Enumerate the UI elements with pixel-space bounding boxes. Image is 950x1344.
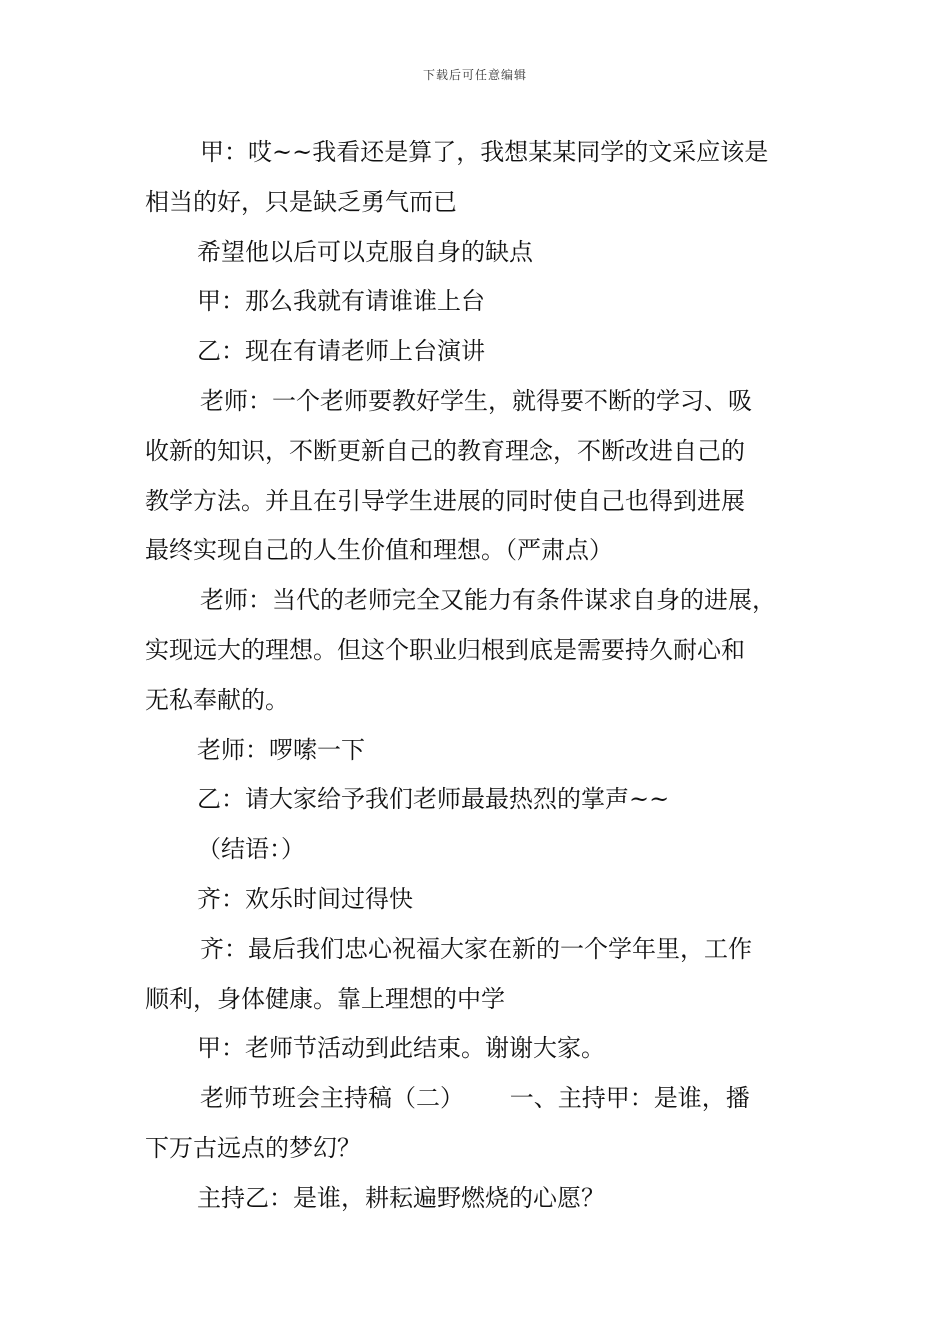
text-line: 老师节班会主持稿（二） 一、主持甲：是谁，播 xyxy=(200,1084,750,1113)
text-line: 老师：一个老师要教好学生，就得要不断的学习、吸 xyxy=(200,386,752,415)
text-line: 乙：现在有请老师上台演讲 xyxy=(197,337,485,366)
text-line: 实现远大的理想。但这个职业归根到底是需要持久耐心和 xyxy=(145,635,745,664)
text-line: 主持乙：是谁，耕耘遍野燃烧的心愿？ xyxy=(197,1183,605,1212)
text-line: 老师：当代的老师完全又能力有条件谋求自身的进展， xyxy=(200,586,776,615)
text-line: 甲：老师节活动到此结束。谢谢大家。 xyxy=(197,1034,605,1063)
text-line: （结语：） xyxy=(197,835,305,864)
text-line: 最终实现自己的人生价值和理想。（严肃点） xyxy=(145,536,613,565)
text-line: 顺利，身体健康。靠上理想的中学 xyxy=(145,984,505,1013)
text-line: 甲：那么我就有请谁谁上台 xyxy=(197,287,485,316)
text-line: 教学方法。并且在引导学生进展的同时使自己也得到进展 xyxy=(145,486,745,515)
document-body xyxy=(145,128,817,1224)
text-line: 老师：啰嗦一下 xyxy=(197,735,365,764)
text-line: 甲：哎~~我看还是算了，我想某某同学的文采应该是 xyxy=(200,138,769,166)
text-line: 下万古远点的梦幻？ xyxy=(145,1133,361,1162)
text-line: 收新的知识，不断更新自己的教育理念，不断改进自己的 xyxy=(145,436,745,465)
text-line: 齐：最后我们忠心祝福大家在新的一个学年里，工作 xyxy=(200,934,752,963)
text-line: 乙：请大家给予我们老师最最热烈的掌声~~ xyxy=(197,785,670,814)
text-line: 无私奉献的。 xyxy=(145,685,289,714)
page-header: 下载后可任意编辑 xyxy=(422,68,527,82)
text-line: 齐：欢乐时间过得快 xyxy=(197,884,413,913)
text-line: 希望他以后可以克服自身的缺点 xyxy=(197,237,533,266)
text-line: 相当的好，只是缺乏勇气而已 xyxy=(145,187,457,216)
